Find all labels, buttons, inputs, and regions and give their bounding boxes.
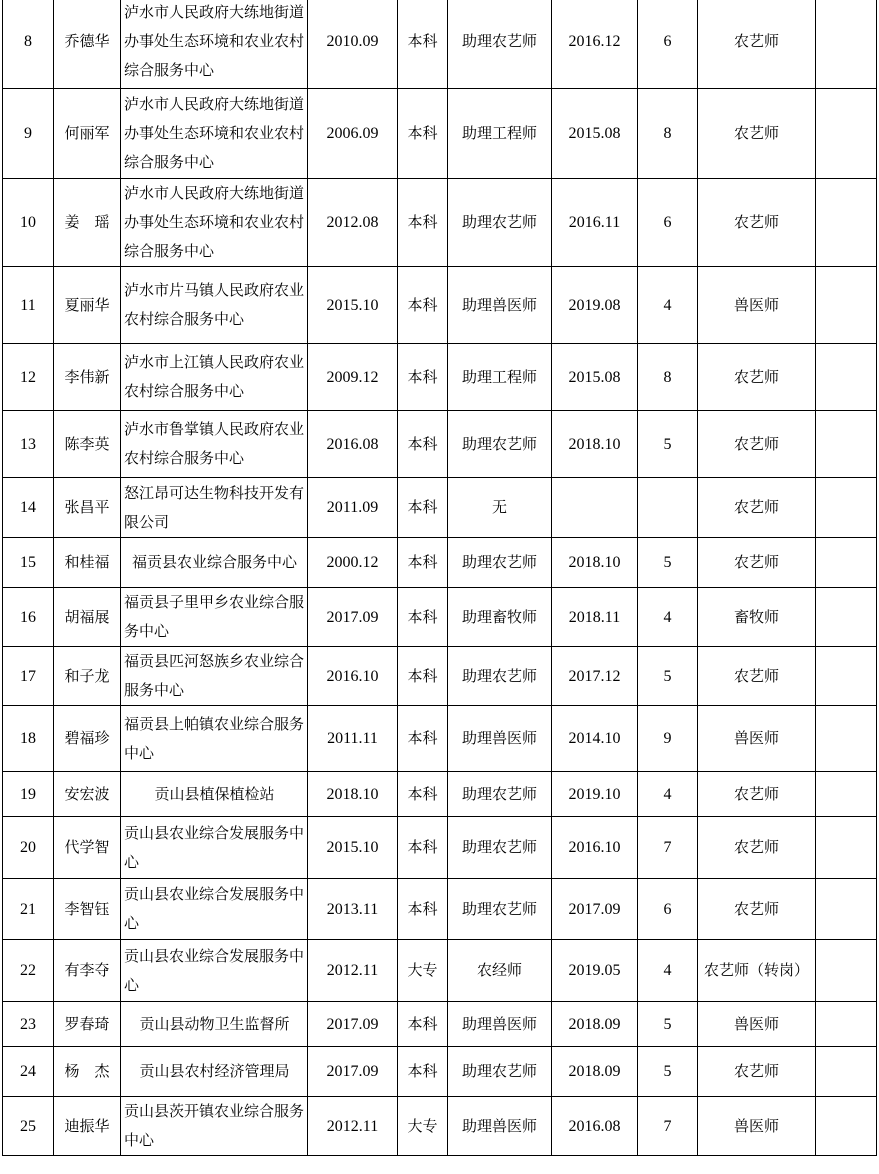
years-cell: 8 [638,344,698,411]
work-start-cell: 2009.12 [308,344,398,411]
work-start-cell: 2011.11 [308,706,398,772]
row-number-cell: 23 [3,1002,54,1047]
work-start-cell: 2000.12 [308,538,398,588]
unit-cell: 泸水市片马镇人民政府农业农村综合服务中心 [121,267,308,344]
years-cell: 4 [638,267,698,344]
education-cell: 大专 [398,1097,448,1156]
unit-cell: 贡山县农业综合发展服务中心 [121,940,308,1002]
years-cell [638,478,698,538]
row-number-cell: 10 [3,179,54,267]
table-row [3,647,877,706]
current-title-cell: 助理兽医师 [448,1097,552,1156]
title-date-cell: 2018.09 [552,1047,638,1097]
table-row [3,940,877,1002]
unit-cell: 贡山县植保植检站 [121,772,308,817]
name-cell: 安宏波 [54,772,121,817]
work-start-cell: 2012.11 [308,940,398,1002]
title-date-cell: 2019.08 [552,267,638,344]
education-cell: 本科 [398,267,448,344]
applied-title-cell: 兽医师 [698,1002,816,1047]
years-cell: 7 [638,817,698,879]
current-title-cell: 助理兽医师 [448,1002,552,1047]
current-title-cell: 助理畜牧师 [448,588,552,647]
table-row [3,344,877,411]
years-cell: 5 [638,1002,698,1047]
name-cell: 李伟新 [54,344,121,411]
years-cell: 7 [638,1097,698,1156]
title-date-cell: 2019.10 [552,772,638,817]
current-title-cell: 助理农艺师 [448,0,552,89]
current-title-cell: 助理工程师 [448,89,552,179]
years-cell: 6 [638,879,698,940]
unit-cell: 福贡县上帕镇农业综合服务中心 [121,706,308,772]
table-row [3,588,877,647]
education-cell: 本科 [398,647,448,706]
work-start-cell: 2006.09 [308,89,398,179]
applied-title-cell: 农艺师 [698,344,816,411]
name-cell: 碧福珍 [54,706,121,772]
years-cell: 5 [638,1047,698,1097]
row-number-cell: 17 [3,647,54,706]
table-row [3,411,877,478]
table-row [3,267,877,344]
current-title-cell: 助理农艺师 [448,411,552,478]
applied-title-cell: 兽医师 [698,1097,816,1156]
table-row [3,1097,877,1156]
remark-cell [816,772,877,817]
work-start-cell: 2017.09 [308,588,398,647]
remark-cell [816,817,877,879]
education-cell: 本科 [398,1047,448,1097]
remark-cell [816,538,877,588]
applied-title-cell: 农艺师 [698,772,816,817]
applied-title-cell: 畜牧师 [698,588,816,647]
years-cell: 5 [638,647,698,706]
work-start-cell: 2010.09 [308,0,398,89]
education-cell: 本科 [398,0,448,89]
current-title-cell: 助理工程师 [448,344,552,411]
title-date-cell: 2015.08 [552,344,638,411]
table-row [3,1002,877,1047]
remark-cell [816,706,877,772]
name-cell: 和子龙 [54,647,121,706]
education-cell: 本科 [398,538,448,588]
remark-cell [816,647,877,706]
title-date-cell: 2018.09 [552,1002,638,1047]
title-date-cell: 2017.09 [552,879,638,940]
table-row [3,478,877,538]
unit-cell: 福贡县农业综合服务中心 [121,538,308,588]
years-cell: 5 [638,538,698,588]
education-cell: 本科 [398,772,448,817]
name-cell: 和桂福 [54,538,121,588]
years-cell: 4 [638,940,698,1002]
name-cell: 夏丽华 [54,267,121,344]
row-number-cell: 24 [3,1047,54,1097]
remark-cell [816,411,877,478]
title-date-cell: 2016.08 [552,1097,638,1156]
work-start-cell: 2015.10 [308,267,398,344]
education-cell: 本科 [398,817,448,879]
current-title-cell: 助理农艺师 [448,179,552,267]
work-start-cell: 2017.09 [308,1002,398,1047]
education-cell: 本科 [398,179,448,267]
remark-cell [816,1097,877,1156]
unit-cell: 福贡县子里甲乡农业综合服务中心 [121,588,308,647]
work-start-cell: 2013.11 [308,879,398,940]
name-cell: 胡福展 [54,588,121,647]
current-title-cell: 助理农艺师 [448,817,552,879]
remark-cell [816,267,877,344]
unit-cell: 泸水市上江镇人民政府农业农村综合服务中心 [121,344,308,411]
title-date-cell: 2016.11 [552,179,638,267]
current-title-cell: 助理兽医师 [448,267,552,344]
name-cell: 迪振华 [54,1097,121,1156]
unit-cell: 贡山县农业综合发展服务中心 [121,817,308,879]
table-body [3,0,877,1156]
education-cell: 本科 [398,1002,448,1047]
table-row [3,817,877,879]
work-start-cell: 2015.10 [308,817,398,879]
table-row [3,879,877,940]
unit-cell: 贡山县动物卫生监督所 [121,1002,308,1047]
applied-title-cell: 农艺师（转岗） [698,940,816,1002]
table-row [3,1047,877,1097]
name-cell: 杨 杰 [54,1047,121,1097]
row-number-cell: 18 [3,706,54,772]
current-title-cell: 无 [448,478,552,538]
name-cell: 乔德华 [54,0,121,89]
years-cell: 4 [638,588,698,647]
current-title-cell: 农经师 [448,940,552,1002]
personnel-table [2,0,877,1156]
work-start-cell: 2016.08 [308,411,398,478]
row-number-cell: 20 [3,817,54,879]
current-title-cell: 助理农艺师 [448,1047,552,1097]
title-date-cell: 2016.10 [552,817,638,879]
education-cell: 本科 [398,879,448,940]
years-cell: 9 [638,706,698,772]
row-number-cell: 21 [3,879,54,940]
remark-cell [816,588,877,647]
years-cell: 8 [638,89,698,179]
applied-title-cell: 农艺师 [698,879,816,940]
years-cell: 6 [638,0,698,89]
current-title-cell: 助理农艺师 [448,647,552,706]
row-number-cell: 13 [3,411,54,478]
title-date-cell: 2015.08 [552,89,638,179]
name-cell: 张昌平 [54,478,121,538]
title-date-cell: 2018.10 [552,411,638,478]
unit-cell: 泸水市人民政府大练地街道办事处生态环境和农业农村综合服务中心 [121,0,308,89]
work-start-cell: 2012.11 [308,1097,398,1156]
education-cell: 本科 [398,478,448,538]
remark-cell [816,478,877,538]
years-cell: 5 [638,411,698,478]
title-date-cell: 2017.12 [552,647,638,706]
row-number-cell: 14 [3,478,54,538]
applied-title-cell: 兽医师 [698,267,816,344]
row-number-cell: 16 [3,588,54,647]
title-date-cell: 2018.11 [552,588,638,647]
remark-cell [816,344,877,411]
table-row [3,179,877,267]
current-title-cell: 助理农艺师 [448,879,552,940]
applied-title-cell: 农艺师 [698,647,816,706]
unit-cell: 贡山县农业综合发展服务中心 [121,879,308,940]
education-cell: 本科 [398,706,448,772]
row-number-cell: 9 [3,89,54,179]
unit-cell: 贡山县农村经济管理局 [121,1047,308,1097]
years-cell: 4 [638,772,698,817]
applied-title-cell: 农艺师 [698,1047,816,1097]
current-title-cell: 助理农艺师 [448,772,552,817]
row-number-cell: 22 [3,940,54,1002]
education-cell: 本科 [398,588,448,647]
name-cell: 代学智 [54,817,121,879]
applied-title-cell: 农艺师 [698,411,816,478]
title-date-cell: 2019.05 [552,940,638,1002]
name-cell: 陈李英 [54,411,121,478]
name-cell: 何丽军 [54,89,121,179]
work-start-cell: 2017.09 [308,1047,398,1097]
title-date-cell [552,478,638,538]
unit-cell: 福贡县匹河怒族乡农业综合服务中心 [121,647,308,706]
education-cell: 本科 [398,411,448,478]
current-title-cell: 助理兽医师 [448,706,552,772]
row-number-cell: 15 [3,538,54,588]
table-row [3,0,877,89]
title-date-cell: 2016.12 [552,0,638,89]
remark-cell [816,89,877,179]
work-start-cell: 2012.08 [308,179,398,267]
current-title-cell: 助理农艺师 [448,538,552,588]
name-cell: 李智钰 [54,879,121,940]
applied-title-cell: 农艺师 [698,179,816,267]
applied-title-cell: 农艺师 [698,538,816,588]
work-start-cell: 2011.09 [308,478,398,538]
applied-title-cell: 农艺师 [698,0,816,89]
remark-cell [816,940,877,1002]
applied-title-cell: 兽医师 [698,706,816,772]
title-date-cell: 2018.10 [552,538,638,588]
education-cell: 本科 [398,89,448,179]
table-row [3,538,877,588]
unit-cell: 泸水市鲁掌镇人民政府农业农村综合服务中心 [121,411,308,478]
name-cell: 姜 瑶 [54,179,121,267]
applied-title-cell: 农艺师 [698,478,816,538]
row-number-cell: 19 [3,772,54,817]
unit-cell: 贡山县茨开镇农业综合服务中心 [121,1097,308,1156]
applied-title-cell: 农艺师 [698,89,816,179]
row-number-cell: 8 [3,0,54,89]
education-cell: 大专 [398,940,448,1002]
table-row [3,772,877,817]
name-cell: 有李夺 [54,940,121,1002]
remark-cell [816,879,877,940]
row-number-cell: 25 [3,1097,54,1156]
row-number-cell: 12 [3,344,54,411]
applied-title-cell: 农艺师 [698,817,816,879]
title-date-cell: 2014.10 [552,706,638,772]
unit-cell: 怒江昂可达生物科技开发有限公司 [121,478,308,538]
unit-cell: 泸水市人民政府大练地街道办事处生态环境和农业农村综合服务中心 [121,89,308,179]
row-number-cell: 11 [3,267,54,344]
years-cell: 6 [638,179,698,267]
work-start-cell: 2016.10 [308,647,398,706]
work-start-cell: 2018.10 [308,772,398,817]
table-row [3,89,877,179]
education-cell: 本科 [398,344,448,411]
table-row [3,706,877,772]
remark-cell [816,1002,877,1047]
remark-cell [816,179,877,267]
unit-cell: 泸水市人民政府大练地街道办事处生态环境和农业农村综合服务中心 [121,179,308,267]
name-cell: 罗春琦 [54,1002,121,1047]
remark-cell [816,1047,877,1097]
remark-cell [816,0,877,89]
